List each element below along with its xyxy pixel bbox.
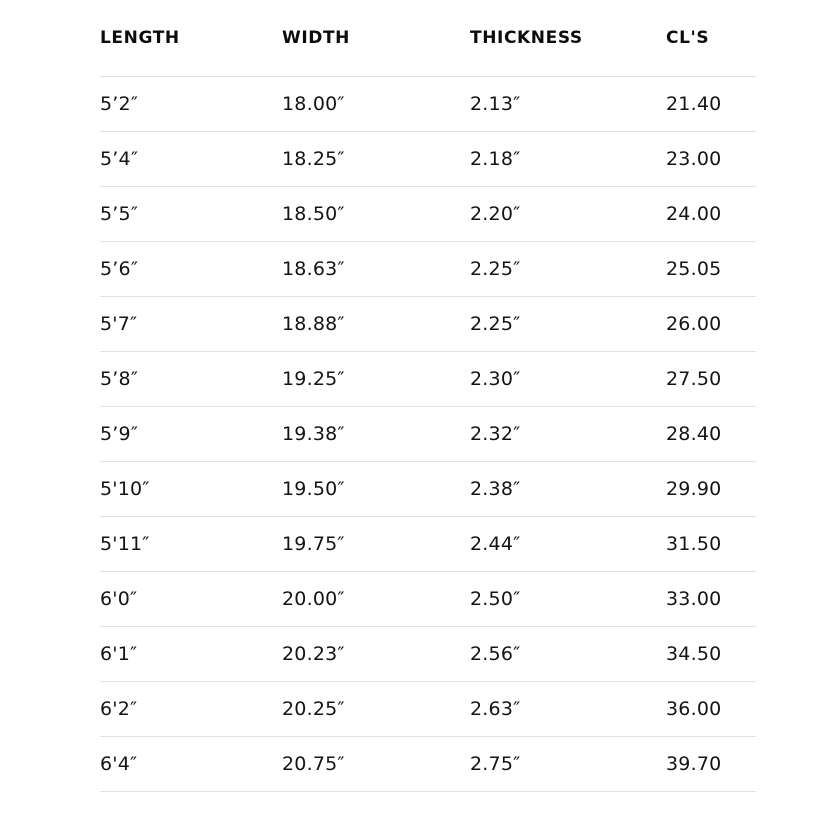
table-row bbox=[100, 737, 756, 792]
cell-cls: 34.50 bbox=[666, 627, 756, 682]
table-header-row bbox=[100, 0, 756, 77]
table-body bbox=[100, 77, 756, 792]
table-row bbox=[100, 462, 756, 517]
cell-length: 6'1″ bbox=[100, 627, 282, 682]
cell-length: 6'2″ bbox=[100, 682, 282, 737]
cell-width: 20.75″ bbox=[282, 737, 470, 792]
cell-thickness: 2.75″ bbox=[470, 737, 666, 792]
cell-length: 5’9″ bbox=[100, 407, 282, 462]
cell-length: 5'11″ bbox=[100, 517, 282, 572]
cell-cls: 28.40 bbox=[666, 407, 756, 462]
cell-cls: 24.00 bbox=[666, 187, 756, 242]
cell-width: 18.50″ bbox=[282, 187, 470, 242]
table-row bbox=[100, 517, 756, 572]
cell-cls: 27.50 bbox=[666, 352, 756, 407]
table-row bbox=[100, 407, 756, 462]
cell-thickness: 2.56″ bbox=[470, 627, 666, 682]
cell-width: 18.63″ bbox=[282, 242, 470, 297]
cell-width: 19.50″ bbox=[282, 462, 470, 517]
cell-thickness: 2.50″ bbox=[470, 572, 666, 627]
column-header-thickness: THICKNESS bbox=[470, 28, 583, 48]
cell-cls: 25.05 bbox=[666, 242, 756, 297]
table-row bbox=[100, 627, 756, 682]
cell-thickness: 2.13″ bbox=[470, 77, 666, 132]
cell-width: 20.25″ bbox=[282, 682, 470, 737]
cell-width: 19.25″ bbox=[282, 352, 470, 407]
column-header-length: LENGTH bbox=[100, 28, 180, 48]
cell-width: 20.00″ bbox=[282, 572, 470, 627]
table-row bbox=[100, 572, 756, 627]
column-header-cls: CL'S bbox=[666, 28, 710, 48]
cell-cls: 39.70 bbox=[666, 737, 756, 792]
cell-thickness: 2.44″ bbox=[470, 517, 666, 572]
cell-cls: 36.00 bbox=[666, 682, 756, 737]
cell-width: 18.00″ bbox=[282, 77, 470, 132]
cell-thickness: 2.63″ bbox=[470, 682, 666, 737]
cell-width: 18.88″ bbox=[282, 297, 470, 352]
cell-length: 5’2″ bbox=[100, 77, 282, 132]
cell-length: 5'7″ bbox=[100, 297, 282, 352]
cell-cls: 31.50 bbox=[666, 517, 756, 572]
table-row bbox=[100, 187, 756, 242]
cell-length: 5’8″ bbox=[100, 352, 282, 407]
table-row bbox=[100, 132, 756, 187]
cell-length: 6'0″ bbox=[100, 572, 282, 627]
cell-thickness: 2.30″ bbox=[470, 352, 666, 407]
cell-thickness: 2.25″ bbox=[470, 297, 666, 352]
cell-thickness: 2.20″ bbox=[470, 187, 666, 242]
cell-length: 6'4″ bbox=[100, 737, 282, 792]
table-row bbox=[100, 77, 756, 132]
table-row bbox=[100, 682, 756, 737]
cell-cls: 26.00 bbox=[666, 297, 756, 352]
cell-cls: 29.90 bbox=[666, 462, 756, 517]
cell-length: 5’6″ bbox=[100, 242, 282, 297]
cell-cls: 21.40 bbox=[666, 77, 756, 132]
cell-thickness: 2.18″ bbox=[470, 132, 666, 187]
cell-cls: 23.00 bbox=[666, 132, 756, 187]
table-row bbox=[100, 297, 756, 352]
cell-length: 5’4″ bbox=[100, 132, 282, 187]
column-header-width: WIDTH bbox=[282, 28, 351, 48]
cell-thickness: 2.25″ bbox=[470, 242, 666, 297]
size-chart-table bbox=[100, 0, 756, 792]
cell-thickness: 2.38″ bbox=[470, 462, 666, 517]
cell-width: 20.23″ bbox=[282, 627, 470, 682]
cell-thickness: 2.32″ bbox=[470, 407, 666, 462]
cell-width: 19.38″ bbox=[282, 407, 470, 462]
cell-width: 19.75″ bbox=[282, 517, 470, 572]
cell-width: 18.25″ bbox=[282, 132, 470, 187]
cell-length: 5'10″ bbox=[100, 462, 282, 517]
table-row bbox=[100, 352, 756, 407]
table-header bbox=[100, 0, 756, 77]
table-row bbox=[100, 242, 756, 297]
cell-length: 5’5″ bbox=[100, 187, 282, 242]
cell-cls: 33.00 bbox=[666, 572, 756, 627]
